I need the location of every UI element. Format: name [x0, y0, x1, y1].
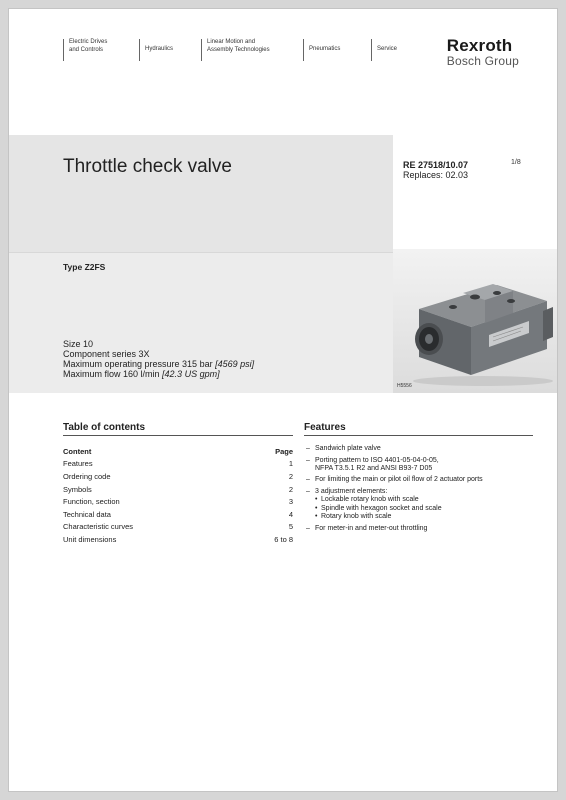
feature-text: 3 adjustment elements:	[315, 487, 388, 495]
features-list	[306, 445, 538, 536]
toc-row-page: 2	[288, 484, 293, 494]
toc-row-page: 5	[288, 522, 293, 532]
photo-code: H5556	[397, 383, 412, 389]
spec-pressure-imperial: [4569 psi]	[215, 359, 255, 369]
product-photo	[393, 249, 558, 393]
nav-electric-drives[interactable]: Electric Drives and Controls	[63, 39, 133, 61]
toc-row[interactable]	[63, 508, 293, 521]
toc-col-content: Content	[63, 446, 92, 456]
nav-linear-motion[interactable]: Linear Motion and Assembly Technologies	[201, 39, 297, 61]
brand-name: Rexroth	[446, 36, 513, 55]
sub-list-item: • Spindle with hexagon socket and scale	[315, 504, 442, 512]
nav-pneumatics[interactable]: Pneumatics	[303, 39, 365, 61]
toc-row-page: 4	[288, 509, 293, 519]
sub-list-item: • Rotary knob with scale	[315, 513, 392, 520]
title-band	[9, 135, 393, 252]
toc-col-page: Page	[275, 446, 293, 456]
top-navigation	[63, 39, 417, 63]
toc-row[interactable]	[63, 458, 293, 471]
toc-row-page: 6 to 8	[274, 534, 293, 544]
valve-illustration	[393, 249, 558, 393]
toc-row-label: Features	[63, 459, 93, 469]
toc-row-label: Characteristic curves	[63, 522, 134, 532]
list-item: – For limiting the main or pilot oil flow of 2 actuator ports	[306, 476, 483, 483]
toc-row[interactable]	[63, 521, 293, 534]
valve-type: Type Z2FS	[63, 262, 106, 272]
brand-group: Bosch Group	[446, 54, 519, 68]
toc-row-page: 2	[288, 471, 293, 481]
spec-flow	[63, 369, 254, 379]
sub-feature-text: Spindle with hexagon socket and scale	[321, 504, 442, 512]
spec-size: Size 10	[63, 339, 94, 349]
toc-row[interactable]	[63, 495, 293, 508]
toc-row-label: Technical data	[63, 509, 111, 519]
document-replaces: Replaces: 02.03	[403, 170, 469, 180]
feature-text: For limiting the main or pilot oil flow of 2 actuator ports	[315, 476, 483, 483]
feature-text: Porting pattern to ISO 4401-05-04-0-05, NFPA T3.5.1 R2 and ANSI B93-7 D05	[315, 456, 439, 472]
sub-list-item: • Lockable rotary knob with scale	[315, 496, 419, 503]
spec-pressure	[63, 359, 254, 369]
table-of-contents	[63, 445, 293, 546]
toc-heading: Table of contents	[63, 422, 293, 436]
spec-flow-value: Maximum flow 160 l/min	[63, 369, 160, 379]
toc-row-page: 1	[288, 459, 293, 469]
specifications	[63, 339, 254, 379]
page-title: Throttle check valve	[63, 156, 232, 177]
toc-row-label: Function, section	[63, 497, 120, 507]
toc-row-label: Unit dimensions	[63, 534, 117, 544]
datasheet-page	[8, 8, 558, 792]
list-item: – Porting pattern to ISO 4401-05-04-0-05, NFPA T3.5.1 R2 and ANSI B93-7 D05	[306, 456, 439, 472]
document-reference: RE 27518/10.07	[403, 160, 469, 170]
toc-row-page: 3	[288, 497, 293, 507]
toc-header-row	[63, 445, 293, 458]
spec-flow-imperial: [42.3 US gpm]	[162, 369, 220, 379]
toc-row-label: Symbols	[63, 484, 92, 494]
toc-row-label: Ordering code	[63, 471, 111, 481]
spec-pressure-value: Maximum operating pressure 315 bar	[63, 359, 213, 369]
spec-series: Component series 3X	[63, 349, 150, 359]
toc-row[interactable]	[63, 483, 293, 496]
toc-row[interactable]	[63, 533, 293, 546]
list-item: – 3 adjustment elements: • Lockable rotary knob with scale • Spindle with hexagon socket and scale • Rotary knob with scale	[306, 488, 538, 522]
toc-row[interactable]	[63, 470, 293, 483]
sub-feature-text: Lockable rotary knob with scale	[321, 496, 419, 503]
nav-service[interactable]: Service	[371, 39, 411, 61]
features-heading: Features	[304, 422, 533, 436]
page-count: 1/8	[511, 159, 521, 166]
feature-text: Sandwich plate valve	[315, 445, 381, 452]
list-item: – Sandwich plate valve	[306, 445, 381, 452]
nav-hydraulics[interactable]: Hydraulics	[139, 39, 195, 61]
brand-logo	[447, 37, 519, 68]
feature-text: For meter-in and meter-out throttling	[315, 524, 428, 532]
sub-feature-text: Rotary knob with scale	[321, 513, 392, 520]
list-item: – For meter-in and meter-out throttling	[306, 524, 428, 532]
